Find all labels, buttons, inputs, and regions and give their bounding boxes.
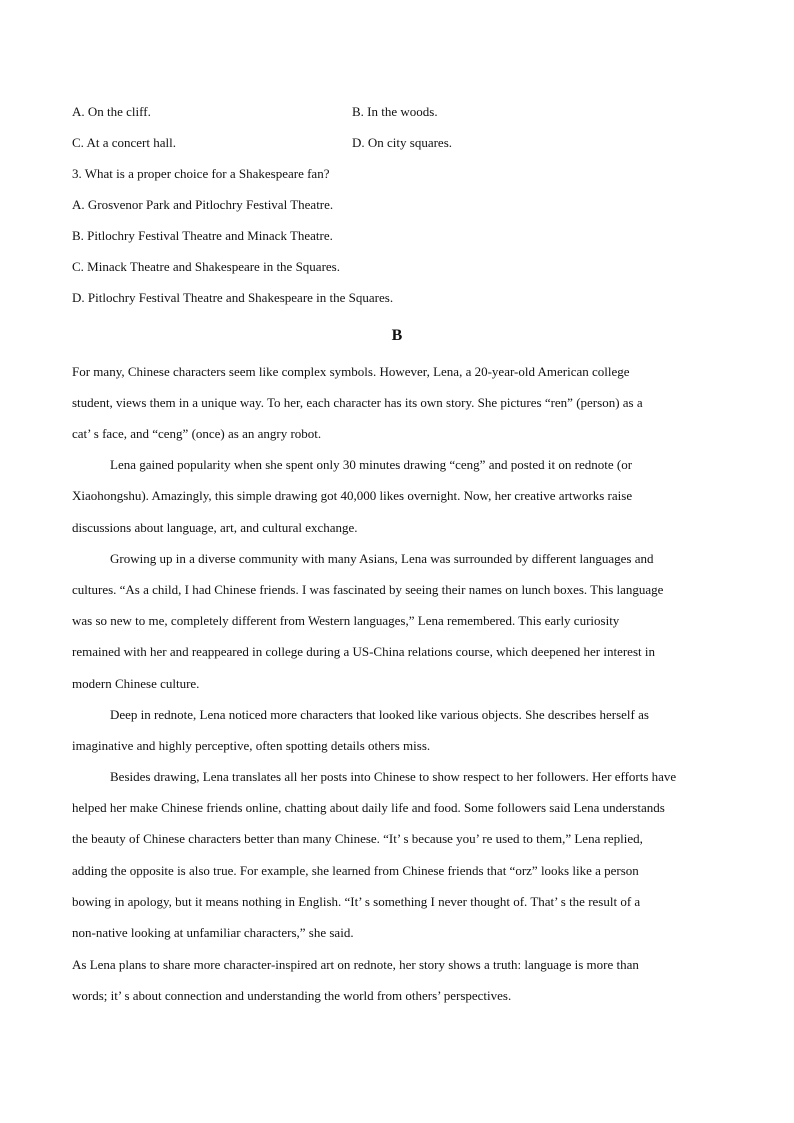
passage-line: Lena gained popularity when she spent only 30 minutes drawing “ceng” and posted it on rednote (or [110, 457, 633, 472]
passage-line: modern Chinese culture. [72, 676, 200, 691]
passage-line: As Lena plans to share more character-inspired art on rednote, her story shows a truth: language is more than [72, 957, 639, 972]
passage-line: Xiaohongshu). Amazingly, this simple drawing got 40,000 likes overnight. Now, her creative artworks raise [72, 488, 633, 503]
option-2d: D. On city squares. [352, 135, 453, 150]
option-2a: A. On the cliff. [72, 104, 151, 119]
option-3c: C. Minack Theatre and Shakespeare in the Squares. [72, 259, 340, 274]
passage-line: helped her make Chinese friends online, chatting about daily life and food. Some followers said Lena understands [72, 800, 665, 815]
option-2c: C. At a concert hall. [72, 135, 176, 150]
passage-line: cat’ s face, and “ceng” (once) as an angry robot. [72, 426, 322, 441]
passage-line: Besides drawing, Lena translates all her posts into Chinese to show respect to her followers. Her efforts have [110, 769, 677, 784]
question-3-stem: 3. What is a proper choice for a Shakespeare fan? [72, 166, 330, 181]
passage-line: Growing up in a diverse community with many Asians, Lena was surrounded by different languages and [110, 551, 654, 566]
passage-line: imaginative and highly perceptive, often spotting details others miss. [72, 738, 431, 753]
passage-line: bowing in apology, but it means nothing in English. “It’ s something I never thought of. That’ s the result of a [72, 894, 641, 909]
passage-line: Deep in rednote, Lena noticed more characters that looked like various objects. She describes herself as [110, 707, 649, 722]
section-title: B [391, 327, 403, 344]
passage-line: discussions about language, art, and cultural exchange. [72, 520, 358, 535]
option-3d: D. Pitlochry Festival Theatre and Shakespeare in the Squares. [72, 290, 394, 305]
passage-line: non-native looking at unfamiliar characters,” she said. [72, 925, 354, 940]
passage-line: student, views them in a unique way. To her, each character has its own story. She pictures “ren” (person) as a [72, 395, 643, 410]
passage-line: remained with her and reappeared in college during a US-China relations course, which deepened her interest in [72, 644, 655, 659]
passage-line: For many, Chinese characters seem like complex symbols. However, Lena, a 20-year-old American college [72, 364, 630, 379]
passage-line: cultures. “As a child, I had Chinese friends. I was fascinated by seeing their names on lunch boxes. This language [72, 582, 664, 597]
passage-line: words; it’ s about connection and understanding the world from others’ perspectives. [72, 988, 512, 1003]
option-3a: A. Grosvenor Park and Pitlochry Festival Theatre. [72, 197, 334, 212]
passage-line: adding the opposite is also true. For example, she learned from Chinese friends that “orz” looks like a person [72, 863, 639, 878]
option-3b: B. Pitlochry Festival Theatre and Minack Theatre. [72, 228, 333, 243]
passage-line: the beauty of Chinese characters better than many Chinese. “It’ s because you’ re used to them,” Lena replied, [72, 831, 643, 846]
passage-line: was so new to me, completely different from Western languages,” Lena remembered. This early curiosity [72, 613, 620, 628]
option-2b: B. In the woods. [352, 104, 438, 119]
